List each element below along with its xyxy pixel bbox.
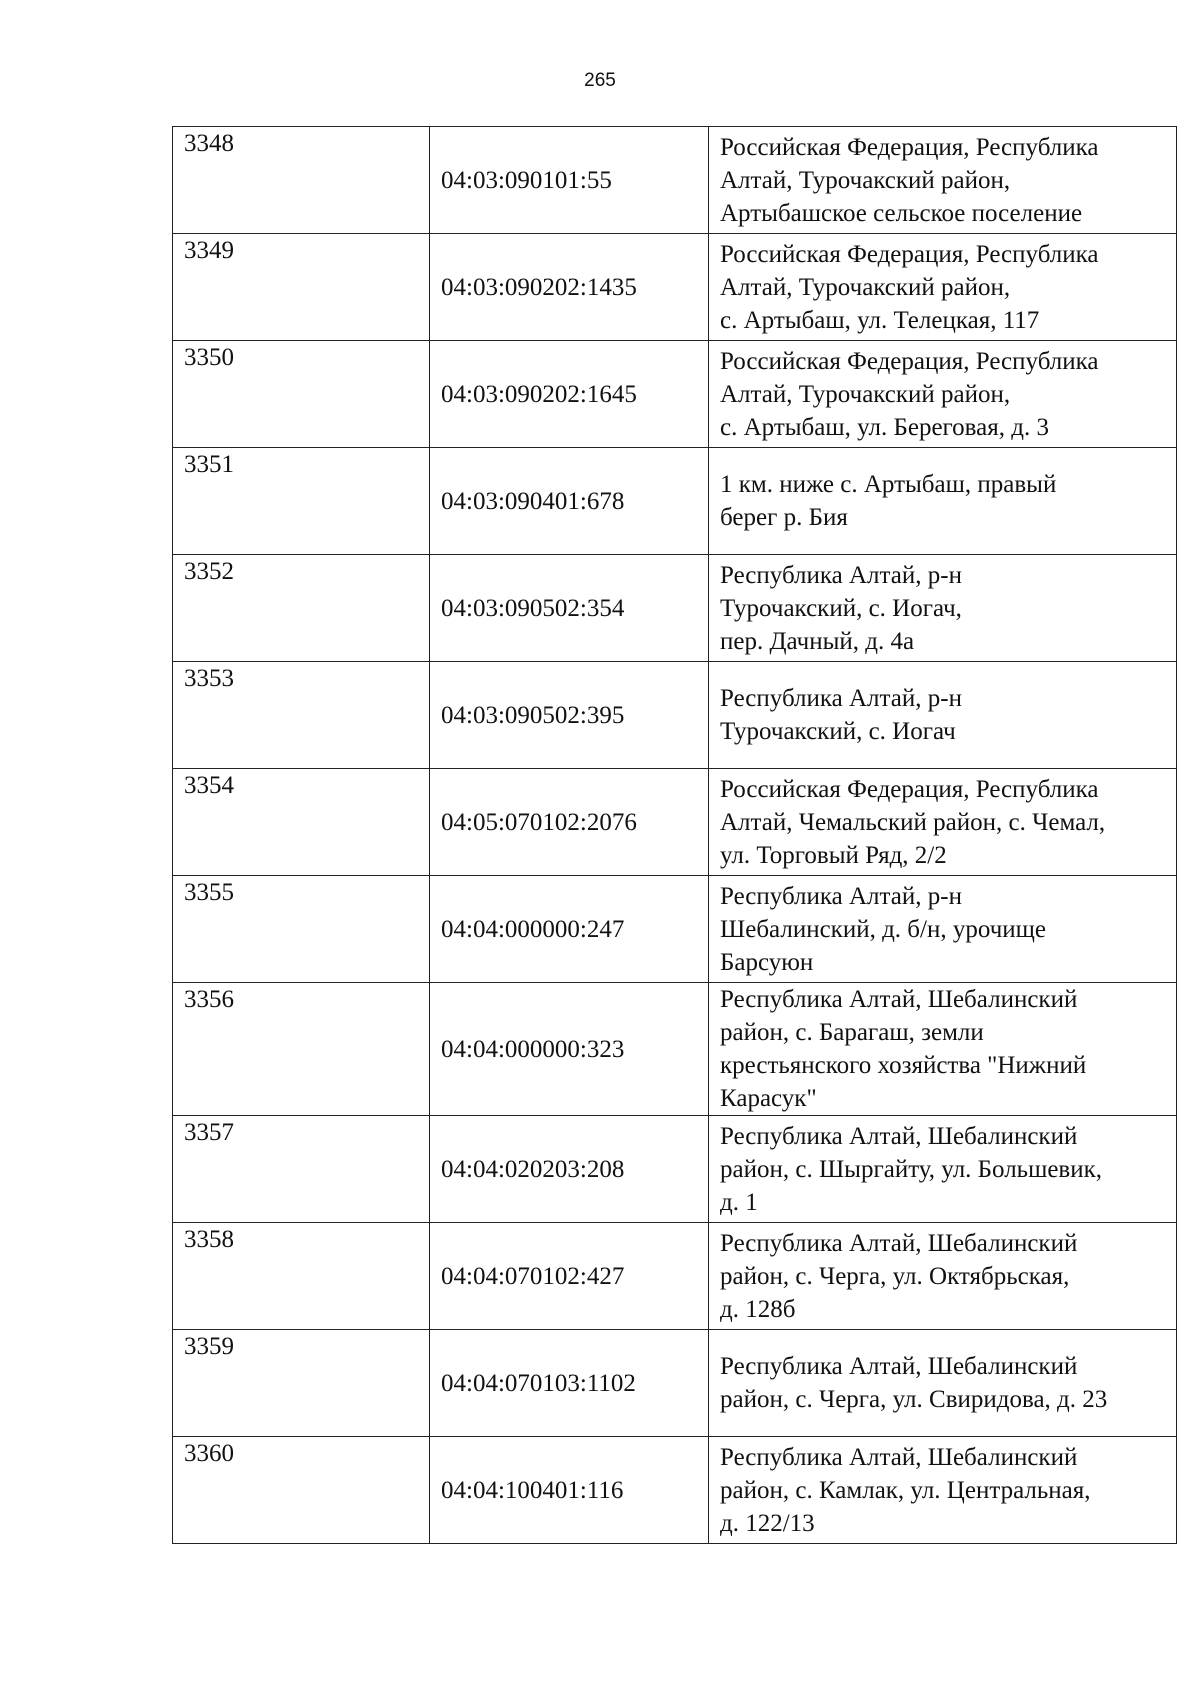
row-number: 3356 [184, 986, 234, 1013]
cadastral-number: 04:03:090202:1645 [441, 380, 637, 408]
cadastral-number-cell [430, 769, 709, 876]
row-number: 3351 [184, 451, 234, 478]
address-cell [709, 1330, 1177, 1437]
address-line: район, с. Шыргайту, ул. Большевик, [720, 1155, 1102, 1183]
page-number: 265 [584, 70, 616, 91]
registry-table [172, 126, 1177, 1544]
address-line: Шебалинский, д. б/н, урочище [720, 915, 1047, 943]
cadastral-number: 04:04:070103:1102 [441, 1369, 636, 1397]
address-line: Республика Алтай, р-н [720, 685, 962, 712]
cadastral-number-cell [430, 127, 709, 234]
address-line: Алтай, Турочакский район, [720, 380, 1011, 408]
table-row [173, 876, 1177, 983]
cadastral-number: 04:04:020203:208 [441, 1155, 625, 1183]
table-row [173, 769, 1177, 876]
row-number: 3350 [184, 344, 234, 371]
cadastral-number-cell [430, 983, 709, 1116]
table-row [173, 234, 1177, 341]
row-number-cell [173, 555, 430, 662]
address-line: д. 122/13 [720, 1509, 815, 1537]
address-line: Карасук" [720, 1085, 817, 1112]
table-row [173, 1223, 1177, 1330]
address-line: д. 128б [720, 1295, 796, 1323]
cadastral-number: 04:04:100401:116 [441, 1476, 624, 1504]
address-cell [709, 341, 1177, 448]
address-line: берег р. Бия [720, 504, 848, 531]
address-line: Турочакский, с. Иогач, [720, 594, 962, 622]
address-line: Республика Алтай, Шебалинский [720, 1229, 1078, 1257]
address-line: Турочакский, с. Иогач [720, 718, 956, 745]
row-number: 3359 [184, 1333, 234, 1360]
address-line: Российская Федерация, Республика [720, 775, 1099, 803]
address-line: Республика Алтай, Шебалинский [720, 1122, 1078, 1150]
address-line: Российская Федерация, Республика [720, 347, 1099, 375]
cadastral-number: 04:05:070102:2076 [441, 808, 637, 836]
cadastral-number-cell [430, 1330, 709, 1437]
cadastral-number: 04:04:070102:427 [441, 1262, 625, 1290]
address-line: с. Артыбаш, ул. Береговая, д. 3 [720, 413, 1049, 441]
address-line: Республика Алтай, р-н [720, 882, 962, 910]
row-number-cell [173, 983, 430, 1116]
registry-table-body [173, 127, 1177, 1544]
cadastral-number-cell [430, 341, 709, 448]
address-line: Российская Федерация, Республика [720, 133, 1099, 161]
address-line: крестьянского хозяйства "Нижний [720, 1052, 1087, 1079]
address-line: район, с. Черга, ул. Октябрьская, [720, 1262, 1070, 1290]
row-number-cell [173, 1223, 430, 1330]
address-cell [709, 234, 1177, 341]
table-row [173, 1437, 1177, 1544]
row-number-cell [173, 876, 430, 983]
cadastral-number-cell [430, 876, 709, 983]
address-line: Республика Алтай, Шебалинский [720, 1443, 1078, 1471]
address-line: Барсуюн [720, 948, 814, 976]
address-line: район, с. Барагаш, земли [720, 1019, 984, 1046]
address-cell [709, 1223, 1177, 1330]
address-line: Алтай, Турочакский район, [720, 273, 1011, 301]
row-number-cell [173, 1116, 430, 1223]
cadastral-number: 04:03:090502:354 [441, 594, 625, 622]
row-number: 3348 [184, 130, 234, 157]
cadastral-number: 04:03:090101:55 [441, 166, 612, 194]
row-number: 3358 [184, 1226, 234, 1253]
address-cell [709, 983, 1177, 1116]
cadastral-number-cell [430, 234, 709, 341]
address-cell [709, 555, 1177, 662]
cadastral-number: 04:03:090401:678 [441, 487, 625, 515]
address-cell [709, 1437, 1177, 1544]
table-row [173, 1330, 1177, 1437]
address-line: пер. Дачный, д. 4а [720, 627, 915, 655]
cadastral-number-cell [430, 1116, 709, 1223]
row-number-cell [173, 341, 430, 448]
table-row [173, 448, 1177, 555]
address-line: Артыбашское сельское поселение [720, 199, 1083, 227]
table-row [173, 662, 1177, 769]
cadastral-number: 04:04:000000:323 [441, 1035, 625, 1063]
table-row [173, 127, 1177, 234]
cadastral-number-cell [430, 1223, 709, 1330]
row-number-cell [173, 1437, 430, 1544]
address-line: Республика Алтай, Шебалинский [720, 1353, 1078, 1380]
row-number-cell [173, 1330, 430, 1437]
table-row [173, 341, 1177, 448]
row-number: 3353 [184, 665, 234, 692]
address-cell [709, 876, 1177, 983]
address-line: район, с. Черга, ул. Свиридова, д. 23 [720, 1386, 1108, 1413]
address-line: ул. Торговый Ряд, 2/2 [720, 841, 947, 869]
address-cell [709, 1116, 1177, 1223]
row-number-cell [173, 127, 430, 234]
address-cell [709, 127, 1177, 234]
table-row [173, 1116, 1177, 1223]
row-number-cell [173, 448, 430, 555]
table-row [173, 983, 1177, 1116]
row-number: 3360 [184, 1440, 234, 1467]
table-row [173, 555, 1177, 662]
cadastral-number-cell [430, 555, 709, 662]
address-line: район, с. Камлак, ул. Центральная, [720, 1476, 1091, 1504]
cadastral-number-cell [430, 448, 709, 555]
cadastral-number: 04:04:000000:247 [441, 915, 625, 943]
cadastral-number: 04:03:090502:395 [441, 701, 625, 729]
row-number-cell [173, 234, 430, 341]
address-line: Алтай, Турочакский район, [720, 166, 1011, 194]
cadastral-number-cell [430, 662, 709, 769]
address-line: Российская Федерация, Республика [720, 240, 1099, 268]
row-number-cell [173, 662, 430, 769]
address-line: д. 1 [720, 1188, 758, 1216]
address-line: с. Артыбаш, ул. Телецкая, 117 [720, 306, 1040, 334]
cadastral-number: 04:03:090202:1435 [441, 273, 637, 301]
address-line: 1 км. ниже с. Артыбаш, правый [720, 471, 1057, 498]
address-cell [709, 448, 1177, 555]
address-cell [709, 769, 1177, 876]
row-number: 3355 [184, 879, 234, 906]
address-line: Республика Алтай, Шебалинский [720, 986, 1078, 1013]
row-number: 3349 [184, 237, 234, 264]
row-number: 3352 [184, 558, 234, 585]
row-number-cell [173, 769, 430, 876]
row-number: 3354 [184, 772, 234, 799]
address-line: Алтай, Чемальский район, с. Чемал, [720, 808, 1106, 836]
cadastral-number-cell [430, 1437, 709, 1544]
address-cell [709, 662, 1177, 769]
row-number: 3357 [184, 1119, 234, 1146]
address-line: Республика Алтай, р-н [720, 561, 962, 589]
